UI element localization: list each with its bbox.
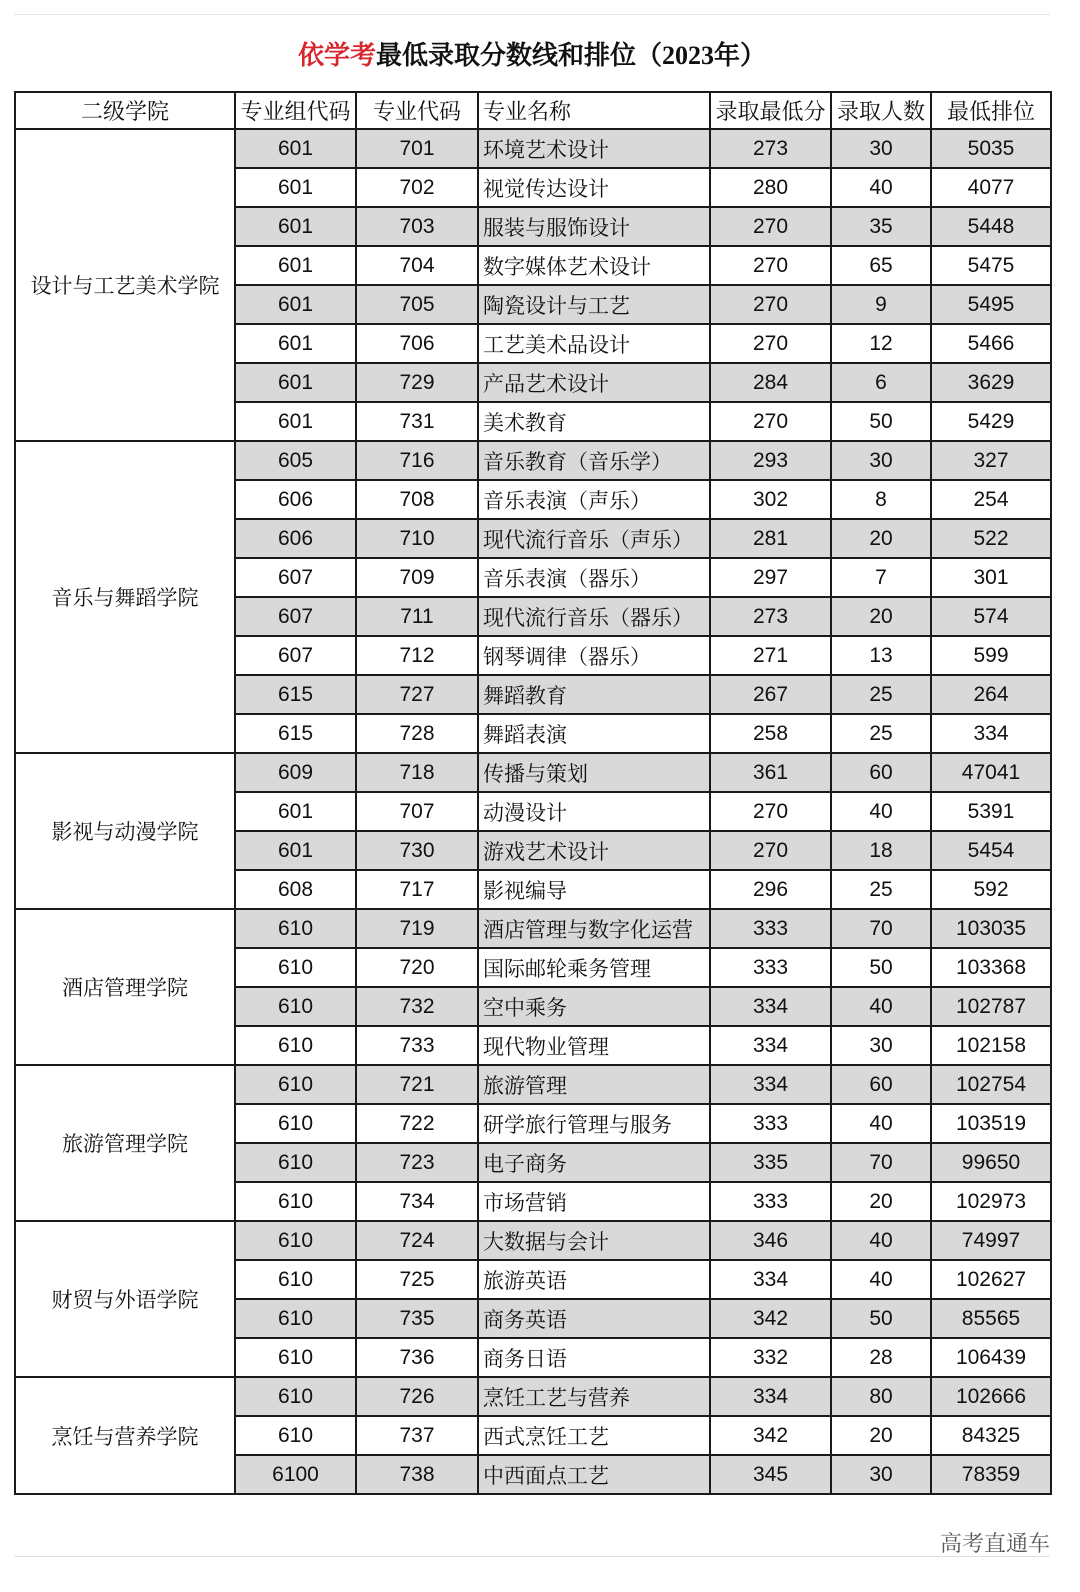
- college-name: 旅游管理学院: [15, 1065, 235, 1221]
- score-sheet: [14, 14, 1050, 1495]
- min-rank-cell: 102158: [931, 1026, 1051, 1065]
- group-code-cell: 605: [235, 441, 356, 480]
- table-row: [15, 1221, 1051, 1260]
- major-code-cell: 701: [356, 129, 478, 168]
- major-code-cell: 734: [356, 1182, 478, 1221]
- min-score-cell: 270: [710, 402, 831, 441]
- group-code-cell: 610: [235, 1104, 356, 1143]
- major-name-cell: 国际邮轮乘务管理: [478, 948, 710, 987]
- admit-count-cell: 20: [831, 1182, 931, 1221]
- admit-count-cell: 70: [831, 909, 931, 948]
- group-code-cell: 601: [235, 207, 356, 246]
- min-score-cell: 297: [710, 558, 831, 597]
- min-score-cell: 270: [710, 285, 831, 324]
- major-name-cell: 视觉传达设计: [478, 168, 710, 207]
- min-rank-cell: 5448: [931, 207, 1051, 246]
- major-code-cell: 722: [356, 1104, 478, 1143]
- major-name-cell: 钢琴调律（器乐）: [478, 636, 710, 675]
- major-code-cell: 733: [356, 1026, 478, 1065]
- min-rank-cell: 84325: [931, 1416, 1051, 1455]
- admit-count-cell: 30: [831, 129, 931, 168]
- min-rank-cell: 103368: [931, 948, 1051, 987]
- major-name-cell: 烹饪工艺与营养: [478, 1377, 710, 1416]
- min-score-cell: 270: [710, 246, 831, 285]
- major-code-cell: 708: [356, 480, 478, 519]
- major-code-cell: 719: [356, 909, 478, 948]
- min-score-cell: 332: [710, 1338, 831, 1377]
- admit-count-cell: 28: [831, 1338, 931, 1377]
- min-rank-cell: 599: [931, 636, 1051, 675]
- group-code-cell: 601: [235, 285, 356, 324]
- major-code-cell: 735: [356, 1299, 478, 1338]
- major-code-cell: 731: [356, 402, 478, 441]
- major-code-cell: 727: [356, 675, 478, 714]
- min-score-cell: 273: [710, 597, 831, 636]
- major-code-cell: 732: [356, 987, 478, 1026]
- major-name-cell: 数字媒体艺术设计: [478, 246, 710, 285]
- major-name-cell: 旅游英语: [478, 1260, 710, 1299]
- group-code-cell: 610: [235, 987, 356, 1026]
- admit-count-cell: 30: [831, 441, 931, 480]
- major-name-cell: 产品艺术设计: [478, 363, 710, 402]
- group-code-cell: 610: [235, 1260, 356, 1299]
- major-name-cell: 传播与策划: [478, 753, 710, 792]
- group-code-cell: 606: [235, 480, 356, 519]
- col-header-college: 二级学院: [15, 92, 235, 129]
- group-code-cell: 601: [235, 402, 356, 441]
- admit-count-cell: 40: [831, 1221, 931, 1260]
- major-code-cell: 707: [356, 792, 478, 831]
- min-score-cell: 270: [710, 207, 831, 246]
- admit-count-cell: 8: [831, 480, 931, 519]
- min-rank-cell: 5466: [931, 324, 1051, 363]
- min-rank-cell: 5391: [931, 792, 1051, 831]
- major-code-cell: 710: [356, 519, 478, 558]
- admit-count-cell: 35: [831, 207, 931, 246]
- college-name: 影视与动漫学院: [15, 753, 235, 909]
- college-name: 财贸与外语学院: [15, 1221, 235, 1377]
- admit-count-cell: 20: [831, 519, 931, 558]
- min-rank-cell: 254: [931, 480, 1051, 519]
- group-code-cell: 610: [235, 1143, 356, 1182]
- min-score-cell: 334: [710, 987, 831, 1026]
- min-score-cell: 333: [710, 909, 831, 948]
- table-row: [15, 441, 1051, 480]
- major-name-cell: 舞蹈表演: [478, 714, 710, 753]
- min-rank-cell: 103519: [931, 1104, 1051, 1143]
- min-rank-cell: 327: [931, 441, 1051, 480]
- admit-count-cell: 20: [831, 1416, 931, 1455]
- admit-count-cell: 65: [831, 246, 931, 285]
- admit-count-cell: 50: [831, 948, 931, 987]
- admit-count-cell: 40: [831, 987, 931, 1026]
- col-header-major-code: 专业代码: [356, 92, 478, 129]
- major-name-cell: 音乐表演（器乐）: [478, 558, 710, 597]
- major-code-cell: 703: [356, 207, 478, 246]
- group-code-cell: 601: [235, 168, 356, 207]
- title-highlight: 依学考: [297, 40, 376, 70]
- major-name-cell: 空中乘务: [478, 987, 710, 1026]
- admit-count-cell: 18: [831, 831, 931, 870]
- min-score-cell: 267: [710, 675, 831, 714]
- min-rank-cell: 3629: [931, 363, 1051, 402]
- major-code-cell: 730: [356, 831, 478, 870]
- table-row: [15, 1065, 1051, 1104]
- min-score-cell: 345: [710, 1455, 831, 1494]
- group-code-cell: 609: [235, 753, 356, 792]
- admit-count-cell: 70: [831, 1143, 931, 1182]
- major-name-cell: 中西面点工艺: [478, 1455, 710, 1494]
- min-score-cell: 280: [710, 168, 831, 207]
- major-name-cell: 旅游管理: [478, 1065, 710, 1104]
- major-name-cell: 现代流行音乐（声乐）: [478, 519, 710, 558]
- major-code-cell: 737: [356, 1416, 478, 1455]
- min-score-cell: 270: [710, 792, 831, 831]
- major-code-cell: 712: [356, 636, 478, 675]
- major-code-cell: 717: [356, 870, 478, 909]
- major-code-cell: 726: [356, 1377, 478, 1416]
- min-score-cell: 281: [710, 519, 831, 558]
- major-code-cell: 704: [356, 246, 478, 285]
- group-code-cell: 6100: [235, 1455, 356, 1494]
- major-code-cell: 718: [356, 753, 478, 792]
- major-code-cell: 728: [356, 714, 478, 753]
- major-code-cell: 702: [356, 168, 478, 207]
- min-score-cell: 334: [710, 1065, 831, 1104]
- admit-count-cell: 40: [831, 1104, 931, 1143]
- min-rank-cell: 301: [931, 558, 1051, 597]
- admission-table: [14, 91, 1052, 1495]
- min-score-cell: 271: [710, 636, 831, 675]
- min-rank-cell: 5429: [931, 402, 1051, 441]
- min-score-cell: 270: [710, 324, 831, 363]
- major-code-cell: 705: [356, 285, 478, 324]
- major-name-cell: 酒店管理与数字化运营: [478, 909, 710, 948]
- admit-count-cell: 6: [831, 363, 931, 402]
- college-name: 音乐与舞蹈学院: [15, 441, 235, 753]
- title-rest: 最低录取分数线和排位（2023年）: [376, 40, 767, 70]
- min-score-cell: 342: [710, 1416, 831, 1455]
- group-code-cell: 615: [235, 675, 356, 714]
- min-score-cell: 284: [710, 363, 831, 402]
- group-code-cell: 607: [235, 636, 356, 675]
- admit-count-cell: 7: [831, 558, 931, 597]
- major-name-cell: 商务英语: [478, 1299, 710, 1338]
- table-row: [15, 909, 1051, 948]
- group-code-cell: 610: [235, 1377, 356, 1416]
- col-header-major-name: 专业名称: [478, 92, 710, 129]
- min-rank-cell: 592: [931, 870, 1051, 909]
- admit-count-cell: 80: [831, 1377, 931, 1416]
- college-name: 设计与工艺美术学院: [15, 129, 235, 441]
- min-rank-cell: 78359: [931, 1455, 1051, 1494]
- major-name-cell: 电子商务: [478, 1143, 710, 1182]
- page-title: [14, 14, 1050, 91]
- college-name: 酒店管理学院: [15, 909, 235, 1065]
- admit-count-cell: 25: [831, 870, 931, 909]
- group-code-cell: 610: [235, 909, 356, 948]
- min-rank-cell: 574: [931, 597, 1051, 636]
- min-score-cell: 334: [710, 1026, 831, 1065]
- major-code-cell: 723: [356, 1143, 478, 1182]
- min-score-cell: 270: [710, 831, 831, 870]
- admit-count-cell: 30: [831, 1026, 931, 1065]
- major-code-cell: 729: [356, 363, 478, 402]
- group-code-cell: 601: [235, 324, 356, 363]
- major-name-cell: 服装与服饰设计: [478, 207, 710, 246]
- watermark: 高考直通车: [939, 1531, 1050, 1556]
- admit-count-cell: 25: [831, 675, 931, 714]
- min-score-cell: 361: [710, 753, 831, 792]
- col-header-count: 录取人数: [831, 92, 931, 129]
- admit-count-cell: 13: [831, 636, 931, 675]
- major-name-cell: 音乐教育（音乐学）: [478, 441, 710, 480]
- admit-count-cell: 9: [831, 285, 931, 324]
- major-name-cell: 现代物业管理: [478, 1026, 710, 1065]
- min-rank-cell: 102787: [931, 987, 1051, 1026]
- table-row: [15, 1377, 1051, 1416]
- group-code-cell: 610: [235, 1182, 356, 1221]
- min-rank-cell: 102666: [931, 1377, 1051, 1416]
- admit-count-cell: 50: [831, 1299, 931, 1338]
- min-rank-cell: 5475: [931, 246, 1051, 285]
- admit-count-cell: 25: [831, 714, 931, 753]
- group-code-cell: 610: [235, 1026, 356, 1065]
- major-name-cell: 大数据与会计: [478, 1221, 710, 1260]
- major-name-cell: 现代流行音乐（器乐）: [478, 597, 710, 636]
- major-name-cell: 舞蹈教育: [478, 675, 710, 714]
- major-name-cell: 游戏艺术设计: [478, 831, 710, 870]
- min-rank-cell: 5454: [931, 831, 1051, 870]
- admit-count-cell: 30: [831, 1455, 931, 1494]
- min-rank-cell: 334: [931, 714, 1051, 753]
- min-score-cell: 333: [710, 1182, 831, 1221]
- major-code-cell: 711: [356, 597, 478, 636]
- major-code-cell: 720: [356, 948, 478, 987]
- group-code-cell: 610: [235, 1416, 356, 1455]
- divider: [14, 1556, 1050, 1557]
- major-code-cell: 725: [356, 1260, 478, 1299]
- major-code-cell: 721: [356, 1065, 478, 1104]
- table-row: [15, 129, 1051, 168]
- col-header-min-score: 录取最低分: [710, 92, 831, 129]
- table-body: [15, 129, 1051, 1494]
- group-code-cell: 601: [235, 363, 356, 402]
- admit-count-cell: 60: [831, 753, 931, 792]
- table-row: [15, 753, 1051, 792]
- min-rank-cell: 522: [931, 519, 1051, 558]
- admit-count-cell: 40: [831, 168, 931, 207]
- major-name-cell: 环境艺术设计: [478, 129, 710, 168]
- major-code-cell: 709: [356, 558, 478, 597]
- group-code-cell: 601: [235, 246, 356, 285]
- min-rank-cell: 99650: [931, 1143, 1051, 1182]
- group-code-cell: 610: [235, 1065, 356, 1104]
- major-name-cell: 商务日语: [478, 1338, 710, 1377]
- group-code-cell: 615: [235, 714, 356, 753]
- major-code-cell: 706: [356, 324, 478, 363]
- min-rank-cell: 102754: [931, 1065, 1051, 1104]
- min-score-cell: 335: [710, 1143, 831, 1182]
- group-code-cell: 610: [235, 1338, 356, 1377]
- col-header-min-rank: 最低排位: [931, 92, 1051, 129]
- major-name-cell: 市场营销: [478, 1182, 710, 1221]
- admit-count-cell: 50: [831, 402, 931, 441]
- min-rank-cell: 85565: [931, 1299, 1051, 1338]
- col-header-group-code: 专业组代码: [235, 92, 356, 129]
- group-code-cell: 606: [235, 519, 356, 558]
- major-code-cell: 716: [356, 441, 478, 480]
- min-rank-cell: 103035: [931, 909, 1051, 948]
- admit-count-cell: 20: [831, 597, 931, 636]
- college-name: 烹饪与营养学院: [15, 1377, 235, 1494]
- major-name-cell: 工艺美术品设计: [478, 324, 710, 363]
- min-score-cell: 346: [710, 1221, 831, 1260]
- min-rank-cell: 5035: [931, 129, 1051, 168]
- min-rank-cell: 5495: [931, 285, 1051, 324]
- min-score-cell: 334: [710, 1260, 831, 1299]
- min-rank-cell: 102973: [931, 1182, 1051, 1221]
- group-code-cell: 601: [235, 831, 356, 870]
- min-score-cell: 342: [710, 1299, 831, 1338]
- major-name-cell: 美术教育: [478, 402, 710, 441]
- group-code-cell: 607: [235, 597, 356, 636]
- major-name-cell: 影视编导: [478, 870, 710, 909]
- min-rank-cell: 4077: [931, 168, 1051, 207]
- group-code-cell: 608: [235, 870, 356, 909]
- major-code-cell: 724: [356, 1221, 478, 1260]
- major-code-cell: 738: [356, 1455, 478, 1494]
- major-name-cell: 西式烹饪工艺: [478, 1416, 710, 1455]
- group-code-cell: 601: [235, 129, 356, 168]
- admit-count-cell: 60: [831, 1065, 931, 1104]
- min-score-cell: 333: [710, 948, 831, 987]
- major-name-cell: 动漫设计: [478, 792, 710, 831]
- min-score-cell: 333: [710, 1104, 831, 1143]
- group-code-cell: 607: [235, 558, 356, 597]
- min-score-cell: 273: [710, 129, 831, 168]
- min-score-cell: 334: [710, 1377, 831, 1416]
- min-score-cell: 293: [710, 441, 831, 480]
- admit-count-cell: 12: [831, 324, 931, 363]
- group-code-cell: 601: [235, 792, 356, 831]
- major-name-cell: 研学旅行管理与服务: [478, 1104, 710, 1143]
- min-rank-cell: 106439: [931, 1338, 1051, 1377]
- group-code-cell: 610: [235, 948, 356, 987]
- min-rank-cell: 47041: [931, 753, 1051, 792]
- admit-count-cell: 40: [831, 792, 931, 831]
- min-score-cell: 296: [710, 870, 831, 909]
- group-code-cell: 610: [235, 1299, 356, 1338]
- min-rank-cell: 102627: [931, 1260, 1051, 1299]
- min-score-cell: 258: [710, 714, 831, 753]
- min-score-cell: 302: [710, 480, 831, 519]
- major-name-cell: 陶瓷设计与工艺: [478, 285, 710, 324]
- min-rank-cell: 264: [931, 675, 1051, 714]
- group-code-cell: 610: [235, 1221, 356, 1260]
- min-rank-cell: 74997: [931, 1221, 1051, 1260]
- admit-count-cell: 40: [831, 1260, 931, 1299]
- major-name-cell: 音乐表演（声乐）: [478, 480, 710, 519]
- major-code-cell: 736: [356, 1338, 478, 1377]
- header-row: [15, 92, 1051, 129]
